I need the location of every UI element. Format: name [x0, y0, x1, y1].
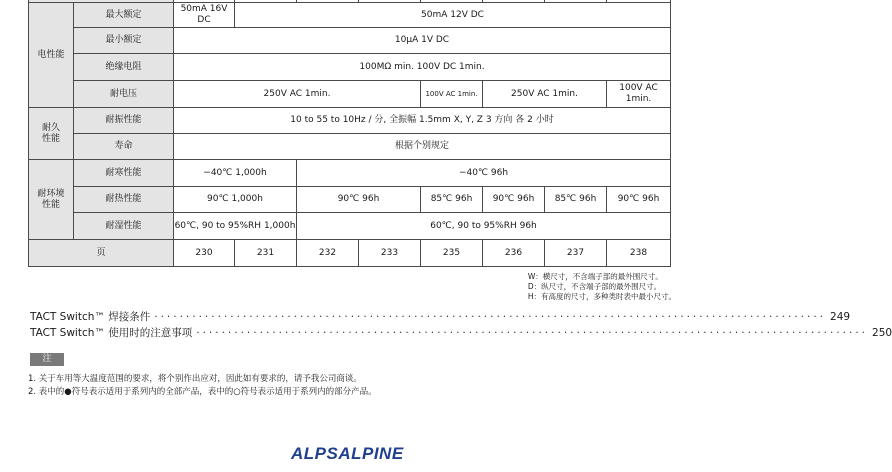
note-line-2: 2. 表中的●符号表示适用于系列内的全部产品，表中的○符号表示适用于系列内的部分产品。 — [28, 387, 377, 397]
withstand-v1: 250V AC 1min. — [174, 81, 421, 108]
cold-v2: −40℃ 96h — [297, 160, 671, 187]
max-rating-rest: 50mA 12V DC — [235, 3, 671, 28]
notes-label: 注 — [30, 353, 64, 366]
alpsalpine-logo: ALPSALPINE — [291, 444, 404, 463]
page-link[interactable]: 231 — [235, 240, 297, 267]
row-humidity — [29, 213, 671, 240]
toc-entry-soldering[interactable] — [30, 309, 851, 324]
toc-leader: ·········································································································· — [154, 311, 827, 323]
humidity-v2: 60℃, 90 to 95%RH 96h — [297, 213, 671, 240]
toc-entry-precautions[interactable] — [30, 325, 892, 340]
withstand-v4: 100V AC 1min. — [607, 81, 671, 108]
row-vibration — [29, 108, 671, 134]
toc-page: 250 — [872, 327, 892, 339]
heat-v4: 90℃ 96h — [483, 187, 545, 213]
category-environmental: 耐环境 性能 — [29, 160, 74, 240]
row-pages — [29, 240, 671, 267]
cold-v1: −40℃ 1,000h — [174, 160, 297, 187]
category-electrical: 电性能 — [29, 3, 74, 108]
page-link[interactable]: 238 — [607, 240, 671, 267]
legend-h: H：有高度的尺寸，多种类时表中最小尺寸。 — [527, 292, 676, 301]
label-cold: 耐寒性能 — [74, 160, 174, 187]
note-line-1: 1. 关于车用等大温度范围的要求，将个别作出应对，因此如有要求的，请予我公司商谈。 — [28, 374, 362, 384]
life-value: 根据个别规定 — [174, 134, 671, 160]
heat-v5: 85℃ 96h — [545, 187, 607, 213]
toc-title: TACT Switch™ 焊接条件 — [30, 311, 151, 323]
spec-table — [28, 0, 671, 267]
row-withstand — [29, 81, 671, 108]
row-insulation — [29, 54, 671, 81]
vibration-value: 10 to 55 to 10Hz / 分, 全振幅 1.5mm X, Y, Z 3 方向 各 2 小时 — [174, 108, 671, 134]
category-durability: 耐久 性能 — [29, 108, 74, 160]
label-insulation: 绝缘电阻 — [74, 54, 174, 81]
legend-d: D：纵尺寸，不含端子部的最外围尺寸。 — [527, 282, 662, 291]
toc-page: 249 — [830, 311, 851, 323]
heat-v6: 90℃ 96h — [607, 187, 671, 213]
label-withstand: 耐电压 — [74, 81, 174, 108]
label-heat: 耐热性能 — [74, 187, 174, 213]
toc-title: TACT Switch™ 使用时的注意事项 — [30, 327, 193, 339]
page-link[interactable]: 232 — [297, 240, 359, 267]
page-link[interactable]: 230 — [174, 240, 235, 267]
heat-v3: 85℃ 96h — [421, 187, 483, 213]
label-page: 页 — [29, 240, 174, 267]
row-heat — [29, 187, 671, 213]
label-vibration: 耐振性能 — [74, 108, 174, 134]
humidity-v1: 60℃, 90 to 95%RH 1,000h — [174, 213, 297, 240]
heat-v2: 90℃ 96h — [297, 187, 421, 213]
label-humidity: 耐湿性能 — [74, 213, 174, 240]
max-rating-col1: 50mA 16V DC — [174, 3, 235, 28]
label-life: 寿命 — [74, 134, 174, 160]
page-link[interactable]: 237 — [545, 240, 607, 267]
label-max-rating: 最大额定 — [74, 3, 174, 28]
heat-v1: 90℃ 1,000h — [174, 187, 297, 213]
withstand-v3: 250V AC 1min. — [483, 81, 607, 108]
page-link[interactable]: 236 — [483, 240, 545, 267]
legend-w: W：横尺寸，不含端子部的最外围尺寸。 — [527, 272, 663, 281]
row-life — [29, 134, 671, 160]
withstand-v2: 100V AC 1min. — [421, 81, 483, 108]
row-cold — [29, 160, 671, 187]
dimension-legend — [528, 272, 676, 302]
insulation-value: 100MΩ min. 100V DC 1min. — [174, 54, 671, 81]
min-rating-value: 10μA 1V DC — [174, 28, 671, 54]
label-min-rating: 最小额定 — [74, 28, 174, 54]
row-min-rating — [29, 28, 671, 54]
row-max-rating — [29, 3, 671, 28]
page-link[interactable]: 233 — [359, 240, 421, 267]
toc-leader: ·········································································································· — [196, 327, 869, 339]
page-link[interactable]: 235 — [421, 240, 483, 267]
